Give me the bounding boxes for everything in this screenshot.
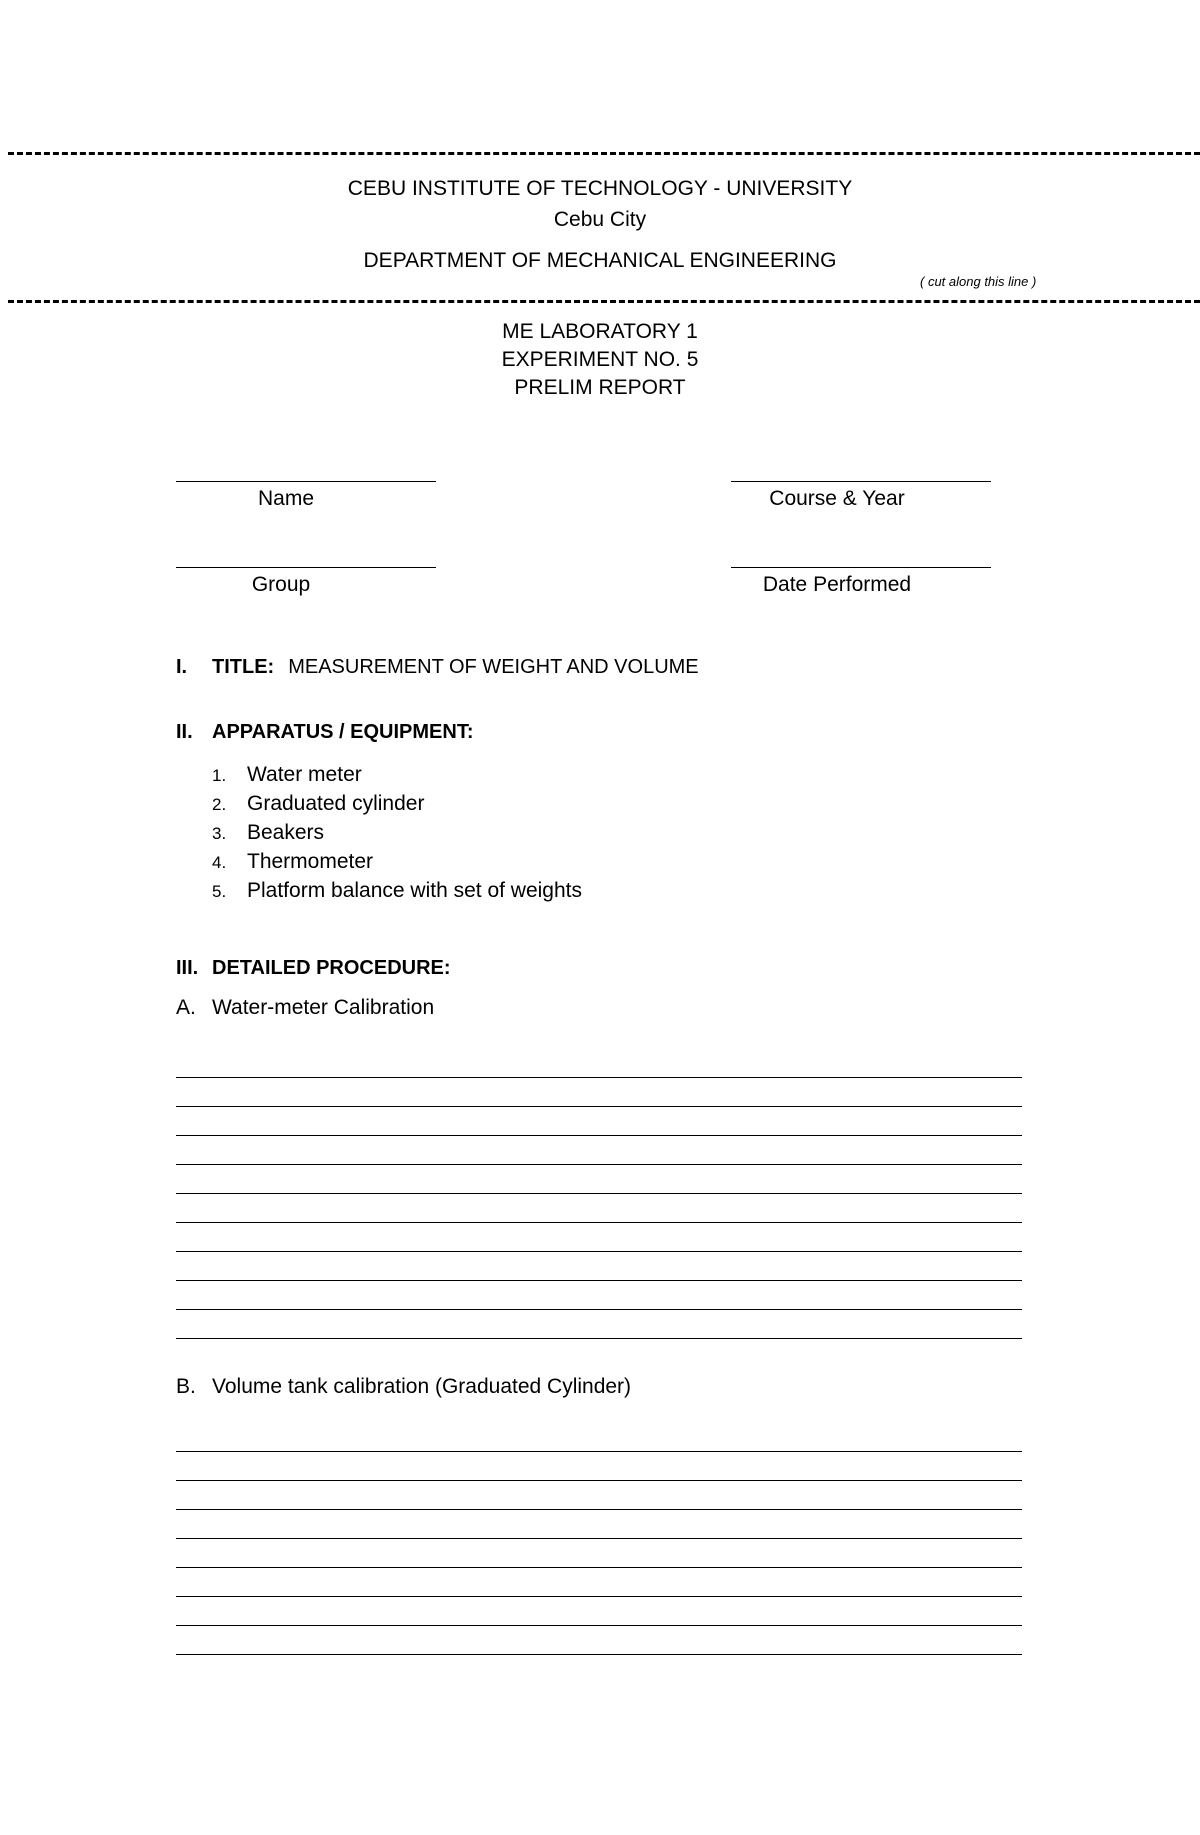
list-item-number: 4. [212,853,227,872]
section-apparatus [176,719,474,745]
apparatus-list [212,760,582,905]
list-item [212,760,582,789]
section-procedure [176,955,451,981]
part-a-letter: A. [176,996,196,1019]
list-item [212,876,582,905]
department-name: DEPARTMENT OF MECHANICAL ENGINEERING [363,249,837,272]
writing-line[interactable] [176,1480,1022,1481]
cut-line-bottom [8,300,1200,303]
section-apparatus-label: APPARATUS / EQUIPMENT: [212,721,474,743]
experiment-number: EXPERIMENT NO. 5 [501,348,699,371]
list-item [212,818,582,847]
name-label: Name [257,487,315,510]
procedure-part-b [176,1374,631,1400]
writing-line[interactable] [176,1509,1022,1510]
list-item-number: 5. [212,882,227,901]
list-item [212,847,582,876]
section-title-label: TITLE: [212,656,275,678]
institution-name: CEBU INSTITUTE OF TECHNOLOGY - UNIVERSITY [347,177,853,200]
name-field-line[interactable] [176,481,436,482]
writing-line[interactable] [176,1654,1022,1655]
list-item-text: Platform balance with set of weights [247,879,582,902]
writing-line[interactable] [176,1309,1022,1310]
writing-line[interactable] [176,1077,1022,1078]
writing-line[interactable] [176,1135,1022,1136]
section-procedure-number: III. [176,957,199,979]
date-performed-field-line[interactable] [731,567,991,568]
writing-line[interactable] [176,1538,1022,1539]
writing-line[interactable] [176,1164,1022,1165]
section-apparatus-number: II. [176,721,193,743]
experiment-title: MEASUREMENT OF WEIGHT AND VOLUME [288,656,699,678]
course-year-label: Course & Year [769,487,905,510]
list-item-text: Beakers [247,821,325,844]
procedure-part-a [176,995,434,1021]
writing-line[interactable] [176,1280,1022,1281]
group-label: Group [251,573,311,596]
institution-city: Cebu City [553,208,647,231]
list-item-number: 1. [212,766,227,785]
date-performed-label: Date Performed [762,573,912,596]
section-procedure-label: DETAILED PROCEDURE: [212,957,451,979]
list-item [212,789,582,818]
list-item-number: 2. [212,795,227,814]
list-item-text: Graduated cylinder [247,792,425,815]
writing-line[interactable] [176,1567,1022,1568]
writing-line[interactable] [176,1596,1022,1597]
writing-line[interactable] [176,1193,1022,1194]
list-item-number: 3. [212,824,227,843]
writing-line[interactable] [176,1222,1022,1223]
list-item-text: Thermometer [247,850,374,873]
group-field-line[interactable] [176,567,436,568]
course-year-field-line[interactable] [731,481,991,482]
cut-line-top [8,152,1200,155]
part-b-label: Volume tank calibration (Graduated Cylinder) [212,1375,632,1398]
part-a-label: Water-meter Calibration [212,996,435,1019]
part-b-letter: B. [176,1375,196,1398]
writing-line[interactable] [176,1251,1022,1252]
writing-line[interactable] [176,1106,1022,1107]
course-title: ME LABORATORY 1 [502,320,698,343]
list-item-text: Water meter [247,763,362,786]
writing-line[interactable] [176,1338,1022,1339]
writing-line[interactable] [176,1625,1022,1626]
section-title-number: I. [176,656,188,678]
writing-line[interactable] [176,1451,1022,1452]
section-title [176,654,699,680]
cut-note: ( cut along this line ) [920,274,1037,289]
report-type: PRELIM REPORT [514,376,686,399]
